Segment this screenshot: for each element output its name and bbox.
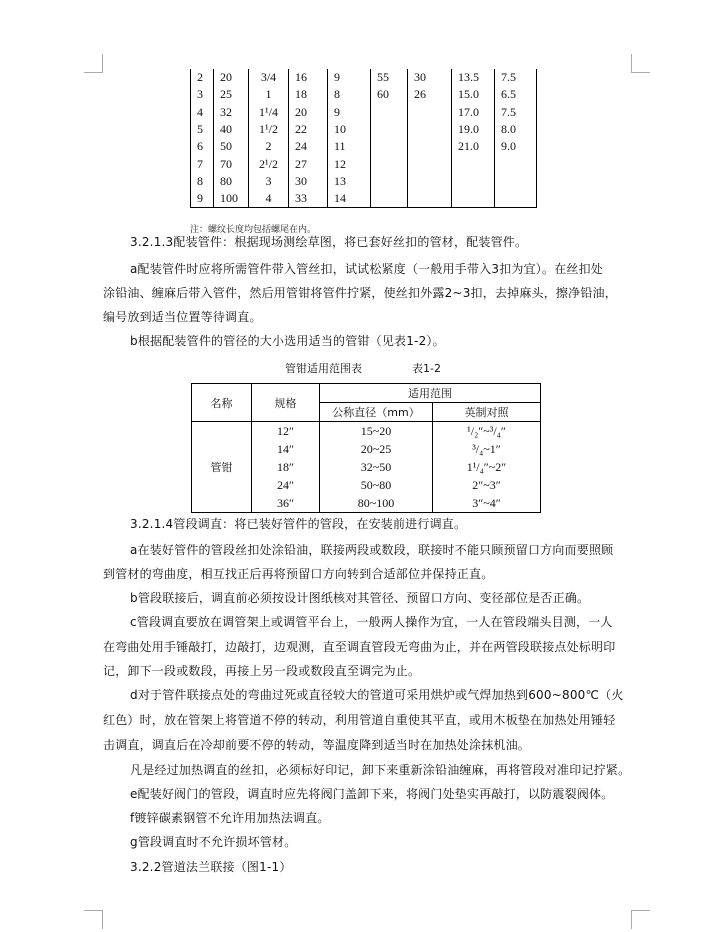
table-cell: 6.5 <box>495 86 537 103</box>
table-cell <box>495 190 537 208</box>
para-f-line3: 击调直，调直后在冷却前要不停的转动，等温度降到适当时在加热处涂抹机油。 <box>103 738 531 752</box>
para-e-line3: 记，卸下一段或数段，再接上另一段或数段直至调完为止。 <box>103 664 421 678</box>
table-cell: 17.0 <box>452 104 495 121</box>
table-cell <box>452 155 495 172</box>
para-j: g管段调直时不允许损坏管材。 <box>130 835 297 849</box>
table2-number: 表1-2 <box>412 362 441 375</box>
table-cell: 1¹/2 <box>249 121 289 138</box>
para-a-line3: 编号放到适当位置等待调直。 <box>103 310 262 324</box>
pipe-wrench-table <box>191 383 541 513</box>
para-3214: 3.2.1.4管段调直：将已装好管件的管段，在安装前进行调直。 <box>130 517 467 531</box>
table-cell: 24″ <box>252 476 320 494</box>
table-cell: 6 <box>191 138 214 155</box>
table-cell: 80~100 <box>320 494 433 513</box>
para-k: 3.2.2管道法兰联接（图1-1） <box>130 860 292 874</box>
table-row <box>191 138 537 155</box>
table-cell: 10 <box>328 121 371 138</box>
para-a-line1: a配装管件时应将所需管件带入管丝扣，试试松紧度（一般用手带入3扣为宜）。在丝扣处 <box>130 262 603 276</box>
table-cell: 27 <box>289 155 328 172</box>
table-cell: 3″~4″ <box>433 494 541 513</box>
table-cell <box>408 121 452 138</box>
table-cell: 24 <box>289 138 328 155</box>
table-cell <box>371 121 408 138</box>
table-cell <box>495 173 537 190</box>
header-range: 适用范围 <box>320 384 541 403</box>
table-cell: 80 <box>214 173 249 190</box>
table-cell: 40 <box>214 121 249 138</box>
table-cell: 12 <box>328 155 371 172</box>
table-cell: ¹/₂″~³/₄″ <box>433 422 541 441</box>
table-cell: 55 <box>371 69 408 86</box>
table-note: 注：螺纹长度均包括螺尾在内。 <box>190 225 317 235</box>
table-cell: 3/4 <box>249 69 289 86</box>
table-cell: 22 <box>289 121 328 138</box>
table-cell <box>371 138 408 155</box>
table-cell: 20 <box>289 104 328 121</box>
table-cell: 3 <box>191 86 214 103</box>
table-cell: 14 <box>328 190 371 208</box>
table-cell: 13.5 <box>452 69 495 86</box>
para-h: e配装好阀门的管段，调直时应先将阀门盖卸下来，将阀门处垫实再敲打，以防震裂阀体。 <box>130 787 614 801</box>
table-cell: 1¹/₄″~2″ <box>433 458 541 476</box>
table-row <box>191 104 537 121</box>
tool-name-cell: 管钳 <box>192 422 252 513</box>
table2-caption: 管钳适用范围表 <box>285 362 362 375</box>
para-f-line1: d对于管件联接点处的弯曲过死或直径较大的管道可采用烘炉或气焊加热到600~800℃（火 <box>130 688 624 702</box>
table-cell: 9 <box>191 190 214 208</box>
table-cell: 50~80 <box>320 476 433 494</box>
table-cell <box>408 155 452 172</box>
table-cell: 9 <box>328 69 371 86</box>
table-cell: 9 <box>328 104 371 121</box>
table-cell <box>408 173 452 190</box>
table-row <box>191 190 537 208</box>
table-cell: 9.0 <box>495 138 537 155</box>
table-cell: 4 <box>249 190 289 208</box>
para-i: f镀锌碳素钢管不允许用加热法调直。 <box>130 811 330 825</box>
para-c-line2: 到管材的弯曲度，相互找正后再将预留口方向转到合适部位并保持正直。 <box>103 567 494 581</box>
table-cell: 33 <box>289 190 328 208</box>
header-dn: 公称直径（mm） <box>320 403 433 422</box>
table-cell: 8 <box>328 86 371 103</box>
table-cell: 4 <box>191 104 214 121</box>
table-cell <box>408 190 452 208</box>
table-cell: 14″ <box>252 440 320 458</box>
table-cell: 60 <box>371 86 408 103</box>
crop-mark-top-left <box>84 54 103 73</box>
table-cell: 1 <box>249 86 289 103</box>
table-cell <box>408 104 452 121</box>
table-cell: 36″ <box>252 494 320 513</box>
table-cell: 11 <box>328 138 371 155</box>
table-cell: 32 <box>214 104 249 121</box>
table-cell: 8.0 <box>495 121 537 138</box>
table-cell: 70 <box>214 155 249 172</box>
table-row <box>191 69 537 86</box>
header-spec: 规格 <box>252 384 320 422</box>
table-cell: 25 <box>214 86 249 103</box>
table-cell: 15.0 <box>452 86 495 103</box>
table-cell: ³/₄~1″ <box>433 440 541 458</box>
table-cell <box>495 155 537 172</box>
table-row <box>191 121 537 138</box>
para-d: b管段联接后，调直前必须按设计图纸核对其管径、预留口方向、变径部位是否正确。 <box>130 591 590 605</box>
table-cell: 2 <box>249 138 289 155</box>
table-cell <box>408 138 452 155</box>
table-cell: 50 <box>214 138 249 155</box>
table-cell: 5 <box>191 121 214 138</box>
table-cell: 7.5 <box>495 69 537 86</box>
crop-mark-top-right <box>631 54 650 73</box>
table-cell <box>452 190 495 208</box>
header-name: 名称 <box>192 384 252 422</box>
table-cell: 19.0 <box>452 121 495 138</box>
para-f-line2: 红色）时，放在管架上将管道不停的转动，利用管道自重使其平直，或用木板垫在加热处用锤轻 <box>103 713 616 727</box>
crop-mark-bottom-right <box>631 910 650 929</box>
table-cell: 30 <box>408 69 452 86</box>
table-cell <box>371 155 408 172</box>
table-cell: 26 <box>408 86 452 103</box>
table-cell: 30 <box>289 173 328 190</box>
table-cell <box>371 190 408 208</box>
table-cell: 7.5 <box>495 104 537 121</box>
table-cell: 16 <box>289 69 328 86</box>
thread-length-table <box>190 69 537 208</box>
table-cell: 21.0 <box>452 138 495 155</box>
para-a-line2: 涂铅油、缠麻后带入管件，然后用管钳将管件拧紧，使丝扣外露2~3扣，去掉麻头，擦净铅油， <box>103 286 617 300</box>
table-cell: 20 <box>214 69 249 86</box>
table-cell: 13 <box>328 173 371 190</box>
para-c-line1: a在装好管件的管段丝扣处涂铅油，联接两段或数段，联接时不能只顾预留口方向而要照顾 <box>130 543 614 557</box>
table-row <box>191 173 537 190</box>
table-cell: 2¹/2 <box>249 155 289 172</box>
table-cell: 8 <box>191 173 214 190</box>
table-cell: 32~50 <box>320 458 433 476</box>
table-cell: 1¹/4 <box>249 104 289 121</box>
para-3213: 3.2.1.3配装管件：根据现场测绘草图，将已套好丝扣的管材，配装管件。 <box>130 235 528 249</box>
table-cell <box>371 104 408 121</box>
table-cell: 100 <box>214 190 249 208</box>
table-cell: 20~25 <box>320 440 433 458</box>
para-e-line2: 在弯曲处用手锤敲打，边敲打，边观测，直至调直管段无弯曲为止，并在两管段联接点处标明印 <box>103 640 616 654</box>
para-e-line1: c管段调直要放在调管架上或调管平台上，一般两人操作为宜，一人在管段端头目测，一人 <box>130 615 613 629</box>
table-cell: 2″~3″ <box>433 476 541 494</box>
table-cell <box>371 173 408 190</box>
table-cell: 18 <box>289 86 328 103</box>
table-cell <box>452 173 495 190</box>
para-g: 凡是经过加热调直的丝扣，必须标好印记，卸下来重新涂铅油缠麻，再将管段对准印记拧紧。 <box>130 763 631 777</box>
table-cell: 3 <box>249 173 289 190</box>
table-cell: 18″ <box>252 458 320 476</box>
table-cell: 15~20 <box>320 422 433 441</box>
header-inch: 英制对照 <box>433 403 541 422</box>
table-cell: 12″ <box>252 422 320 441</box>
para-b: b根据配装管件的管径的大小选用适当的管钳（见表1-2）。 <box>130 334 445 348</box>
table-row <box>191 155 537 172</box>
crop-mark-bottom-left <box>84 910 103 929</box>
table-cell: 2 <box>191 69 214 86</box>
table-row <box>191 86 537 103</box>
table-cell: 7 <box>191 155 214 172</box>
table-row <box>192 422 541 441</box>
